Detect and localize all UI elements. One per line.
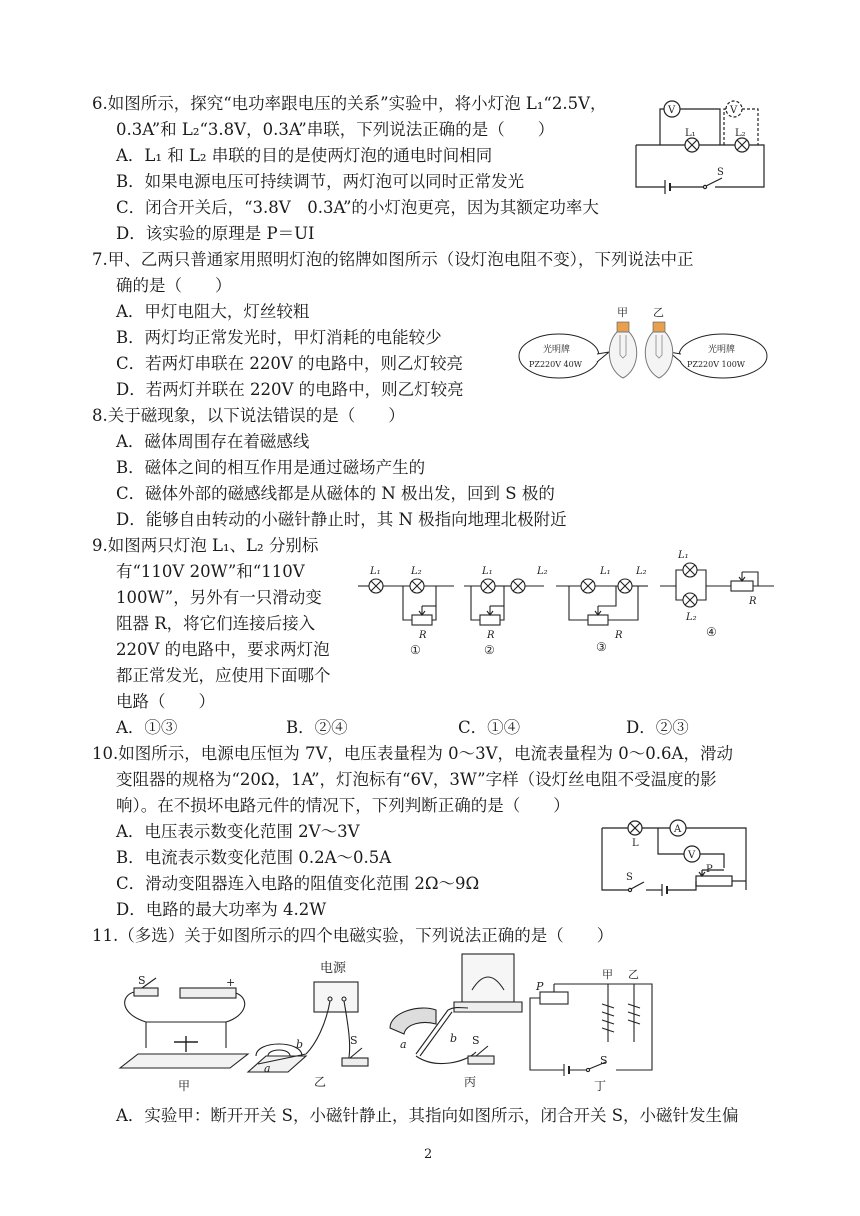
q9-stem-line4: 阻器 R，将它们连接后接入	[116, 614, 316, 633]
q6-voltmeter2-label: V	[730, 105, 738, 116]
q9-c1-l1: L₁	[370, 566, 381, 577]
q7-option-a: A．甲灯电阻大，灯丝较粗	[116, 302, 310, 321]
q9-c2-l1: L₁	[482, 566, 493, 577]
q6-switch-label: S	[717, 167, 724, 178]
q7-left-rating: PZ220V 40W	[529, 360, 582, 369]
q7-yi-label: 乙	[653, 306, 664, 319]
q11-yi-a-label: a	[264, 1062, 271, 1075]
q9-circuits-figure	[356, 548, 776, 660]
q11-power-label: 电源	[320, 961, 347, 976]
q11-bing-s-label: S	[472, 1034, 480, 1047]
q11-caption-bing: 丙	[464, 1075, 477, 1089]
q11-caption-yi: 乙	[314, 1075, 327, 1089]
q9-c4-l2: L₂	[686, 612, 697, 623]
q7-stem-line1: 7.甲、乙两只普通家用照明灯泡的铭牌如图所示（设灯泡电阻不变），下列说法中正	[92, 250, 694, 269]
q6-option-b: B．如果电源电压可持续调节，两灯泡可以同时正常发光	[116, 172, 525, 191]
q7-stem-line2: 确的是（ ）	[116, 276, 232, 295]
q9-c2-r: R	[487, 630, 495, 641]
q9-c3-l2: L₂	[636, 566, 647, 577]
q9-option-b: B．②④	[286, 718, 348, 737]
q8-option-b: B．磁体之间的相互作用是通过磁场产生的	[116, 458, 426, 477]
q6-option-a: A．L₁ 和 L₂ 串联的目的是使两灯泡的通电时间相同	[116, 146, 493, 165]
q9-stem-line3: 100W”，另外有一只滑动变	[116, 588, 322, 607]
q9-stem-line2: 有“110V 20W”和“110V	[116, 562, 305, 581]
q11-ding-p-label: P	[536, 980, 544, 993]
q7-option-d: D．若两灯并联在 220V 的电路中，则乙灯较亮	[116, 380, 464, 399]
q6-lamp2-label: L₂	[735, 128, 746, 139]
q11-ding-s-label: S	[600, 1054, 608, 1067]
q8-option-a: A．磁体周围存在着磁感线	[116, 432, 310, 451]
q10-voltmeter-label: V	[688, 850, 696, 861]
q6-option-d: D．该实验的原理是 P＝UI	[116, 224, 315, 243]
q11-ding-jia-label: 甲	[602, 968, 613, 981]
q6-lamp1-label: L₁	[685, 128, 696, 139]
q11-yi-b-label: b	[296, 1038, 304, 1051]
q9-c2-label: ②	[484, 643, 495, 657]
q10-switch-label: S	[626, 872, 633, 883]
q9-c4-label: ④	[706, 625, 717, 639]
q11-ding-yi-label: 乙	[628, 968, 639, 981]
q9-c3-r: R	[615, 630, 623, 641]
q6-voltmeter-label: V	[668, 105, 676, 116]
q9-stem-line7: 电路（ ）	[116, 692, 215, 711]
q11-bing-b-label: b	[450, 1032, 458, 1045]
q8-stem: 8.关于磁现象，以下说法错误的是（ ）	[92, 406, 405, 425]
q10-stem-line1: 10.如图所示，电源电压恒为 7V，电压表量程为 0～3V，电流表量程为 0～0.6A，滑动	[92, 744, 733, 763]
q10-option-a: A．电压表示数变化范围 2V～3V	[116, 822, 360, 841]
q10-slider-label: P	[706, 864, 713, 875]
q10-lamp-label: L	[632, 838, 639, 849]
q9-c4-l1: L₁	[678, 550, 689, 561]
q10-ammeter-label: A	[674, 824, 682, 835]
q9-c3-label: ③	[596, 640, 607, 654]
q9-c3-l1: L₁	[600, 566, 611, 577]
q9-c4-r: R	[749, 596, 757, 607]
q11-plus-label: +	[226, 976, 236, 989]
q7-option-b: B．两灯均正常发光时，甲灯消耗的电能较少	[116, 328, 442, 347]
q8-option-d: D．能够自由转动的小磁针静止时，其 N 极指向地理北极附近	[116, 510, 567, 529]
q9-stem-line6: 都正常发光，应使用下面哪个	[116, 666, 331, 685]
q9-option-a: A．①③	[116, 718, 178, 737]
q6-stem-line2: 0.3A”和 L₂“3.8V，0.3A”串联，下列说法正确的是（ ）	[116, 120, 555, 139]
q11-jia-s-label: S	[138, 974, 146, 987]
q9-option-d: D．②③	[626, 718, 689, 737]
q11-stem: 11.（多选）关于如图所示的四个电磁实验，下列说法正确的是（ ）	[92, 926, 614, 945]
q11-yi-s-label: S	[350, 1034, 358, 1047]
q7-right-rating: PZ220V 100W	[687, 360, 746, 369]
q8-option-c: C．磁体外部的磁感线都是从磁体的 N 极出发，回到 S 极的	[116, 484, 555, 503]
q10-option-d: D．电路的最大功率为 4.2W	[116, 900, 327, 919]
q7-bulbs-figure	[515, 300, 770, 392]
q9-c1-l2: L₂	[411, 566, 422, 577]
q11-option-a: A．实验甲：断开开关 S，小磁针静止，其指向如图所示，闭合开关 S，小磁针发生偏	[116, 1106, 739, 1125]
q11-experiments-figure	[116, 944, 661, 1094]
q9-c1-r: R	[419, 630, 427, 641]
page-number: 2	[424, 1147, 433, 1162]
q10-option-b: B．电流表示数变化范围 0.2A～0.5A	[116, 848, 392, 867]
q10-option-c: C．滑动变阻器连入电路的阻值变化范围 2Ω～9Ω	[116, 874, 480, 893]
q10-stem-line2: 变阻器的规格为“20Ω，1A”，灯泡标有“6V，3W”字样（设灯丝电阻不受温度的影	[116, 770, 717, 789]
q11-caption-ding: 丁	[594, 1079, 607, 1093]
q11-caption-jia: 甲	[178, 1079, 191, 1093]
q6-circuit-figure	[630, 95, 770, 195]
q7-right-brand: 光明牌	[708, 345, 736, 355]
q9-option-c: C．①④	[458, 718, 521, 737]
q9-stem-line5: 220V 的电路中，要求两灯泡	[116, 640, 330, 659]
q7-jia-label: 甲	[617, 306, 628, 319]
q9-c2-l2: L₂	[537, 566, 548, 577]
q9-c1-label: ①	[410, 643, 421, 657]
q6-option-c: C．闭合开关后，“3.8V 0.3A”的小灯泡更亮，因为其额定功率大	[116, 198, 599, 217]
q7-left-brand: 光明牌	[543, 345, 571, 355]
q10-stem-line3: 响）。在不损坏电路元件的情况下，下列判断正确的是（ ）	[116, 796, 570, 815]
q7-option-c: C．若两灯串联在 220V 的电路中，则乙灯较亮	[116, 354, 464, 373]
q9-stem-line1: 9.如图两只灯泡 L₁、L₂ 分别标	[92, 536, 319, 555]
q11-bing-a-label: a	[400, 1038, 407, 1051]
q6-stem-line1: 6.如图所示，探究“电功率跟电压的关系”实验中，将小灯泡 L₁“2.5V，	[92, 94, 607, 113]
q10-circuit-figure	[598, 820, 753, 900]
